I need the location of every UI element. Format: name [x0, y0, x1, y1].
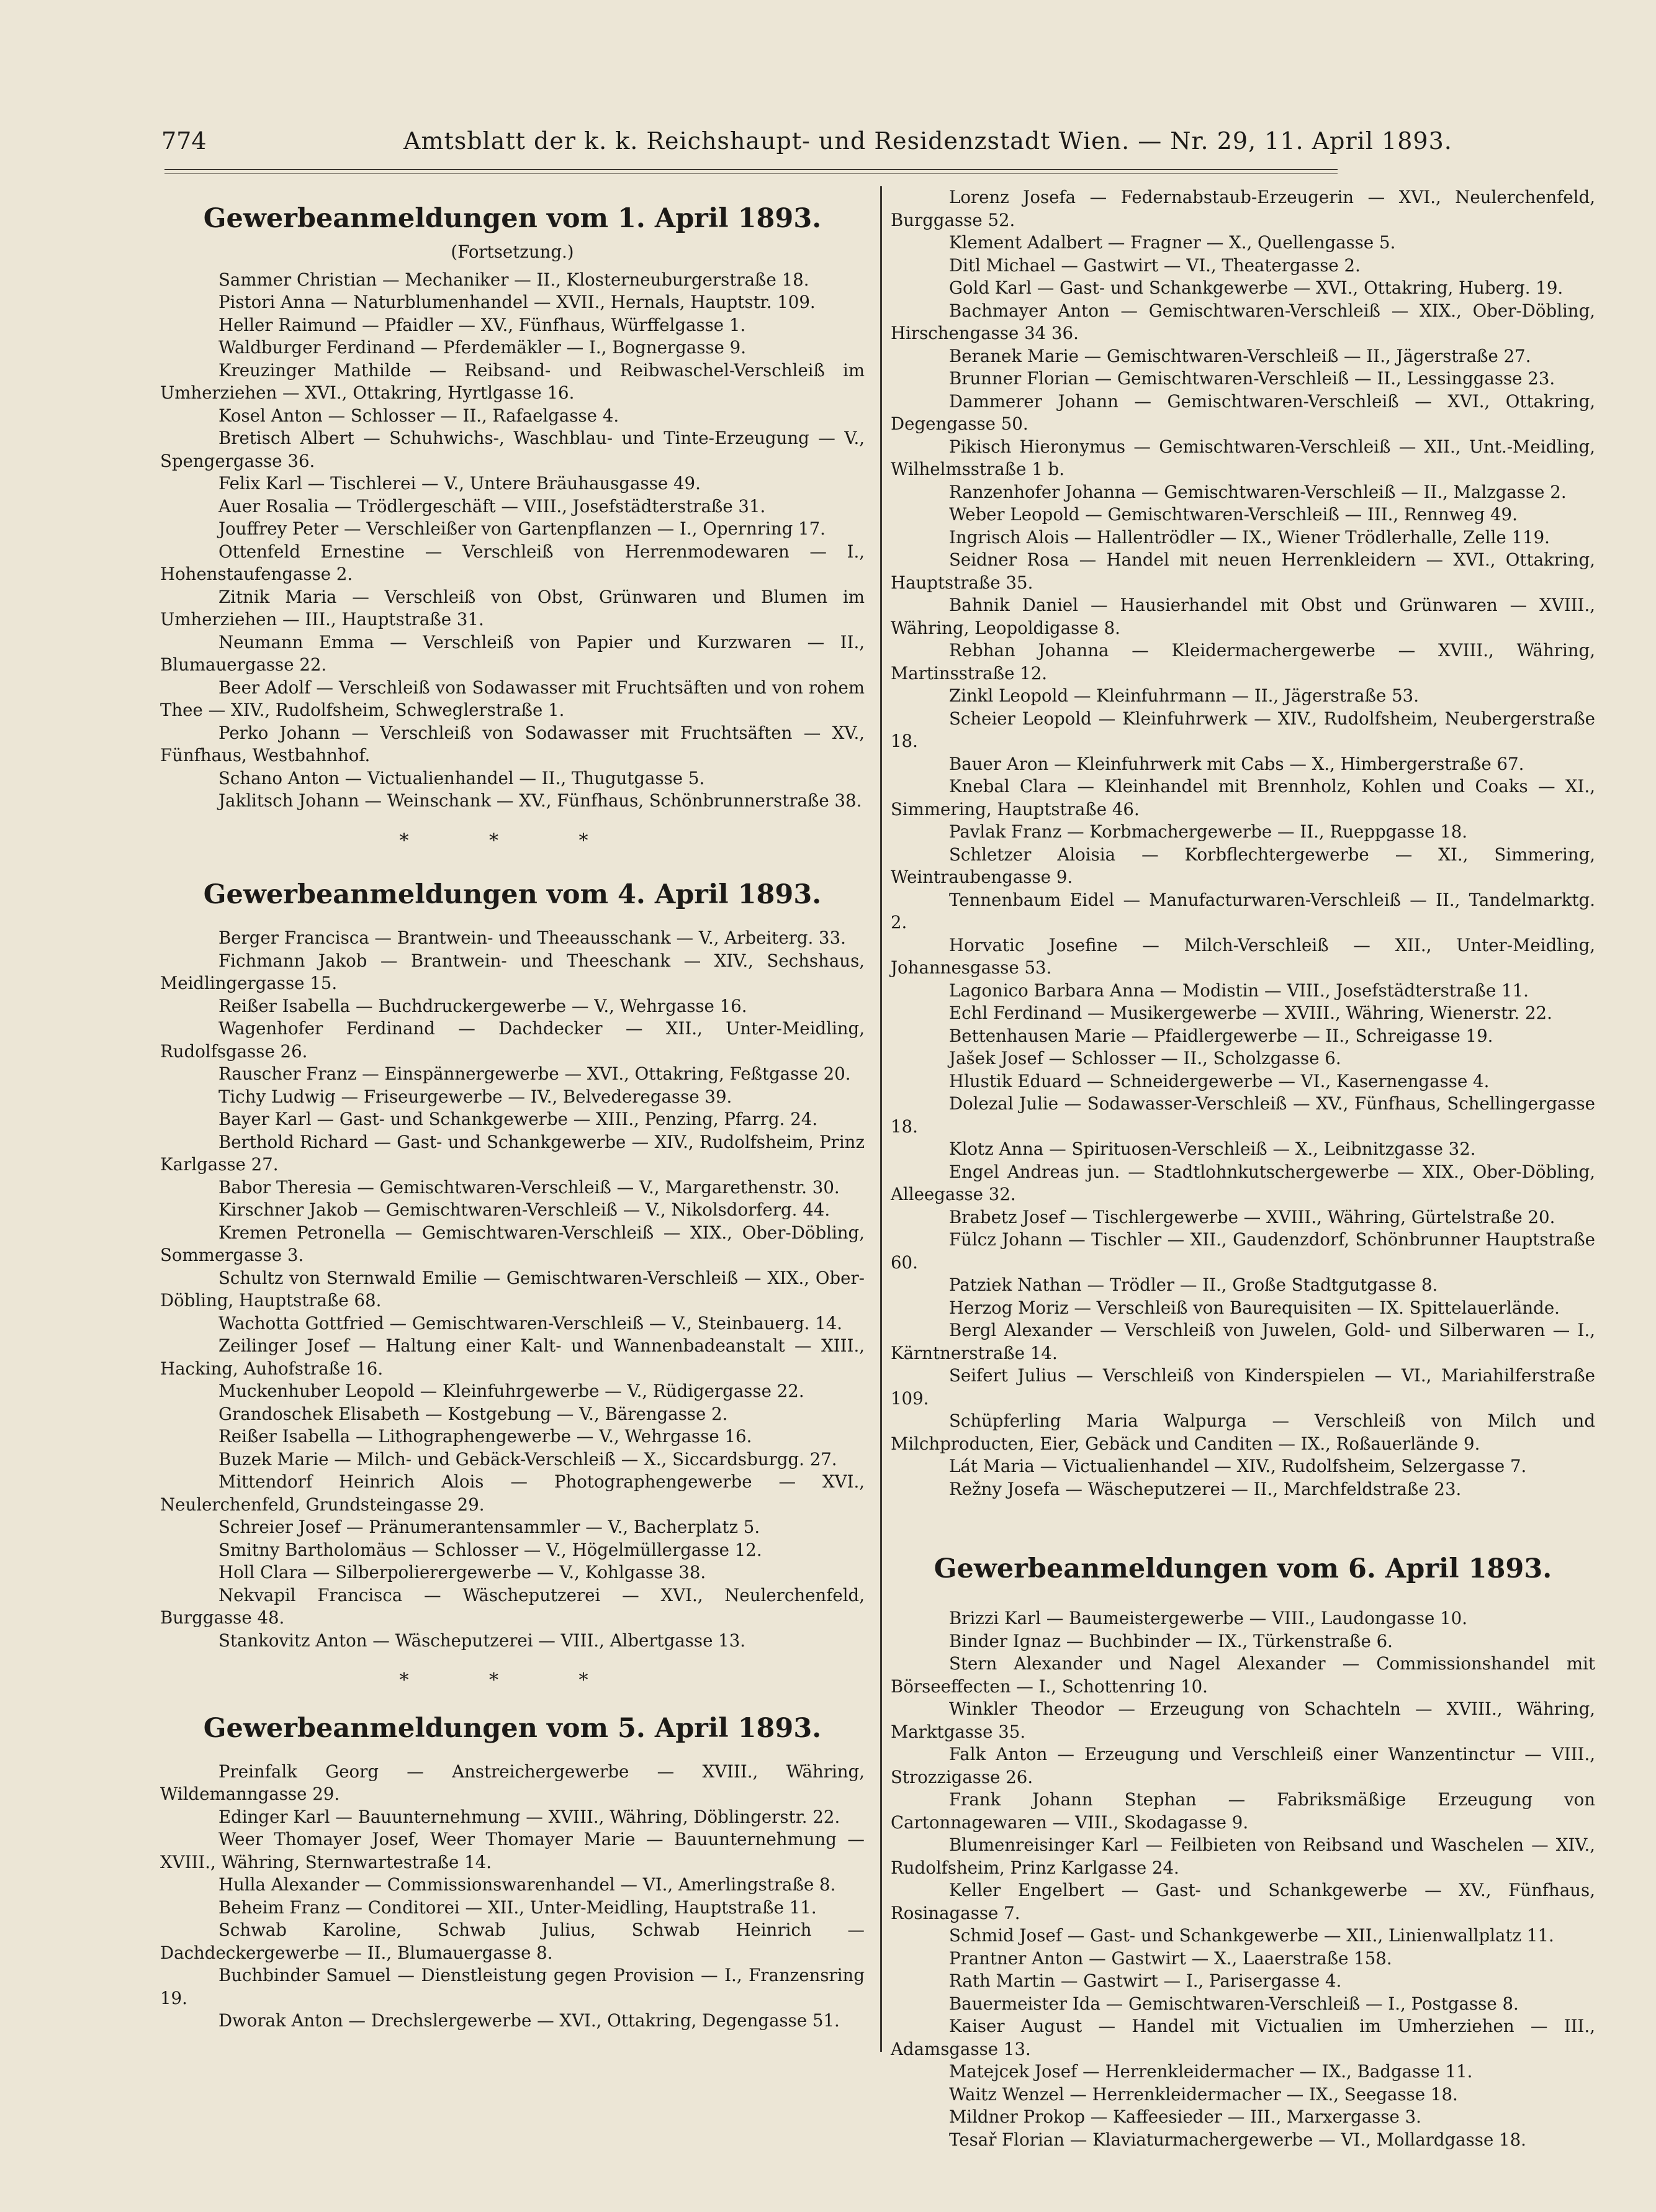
- list-item: Holl Clara — Silberpolierergewerbe — V., Kohlgasse 38.: [218, 1562, 706, 1582]
- list-item: Kreuzinger Mathilde — Reibsand- und Reibwaschel-Verschleiß im Umherziehen — XVI., Ottakring, Hyrtlgasse 16.: [160, 359, 865, 403]
- list-item: Lorenz Josefa — Federnabstaub-Erzeugerin — XVI., Neulerchenfeld, Burggasse 52.: [891, 187, 1595, 230]
- list-item: Waitz Wenzel — Herrenkleidermacher — IX., Seegasse 18.: [949, 2083, 1458, 2105]
- list-item: Wachotta Gottfried — Gemischtwaren-Verschleiß — V., Steinbauerg. 14.: [218, 1312, 843, 1334]
- list-item: Kremen Petronella — Gemischtwaren-Verschleiß — XIX., Ober-Döbling, Sommergasse 3.: [160, 1222, 865, 1265]
- left-column: [160, 186, 865, 2033]
- list-item: Schano Anton — Victualienhandel — II., Thugutgasse 5.: [218, 767, 705, 788]
- list-item: Pavlak Franz — Korbmachergewerbe — II., Rueppgasse 18.: [949, 821, 1468, 842]
- entries-april-5-part-1: [160, 1761, 865, 2033]
- list-item: Schletzer Aloisia — Korbflechtergewerbe — XI., Simmering, Weintraubengasse 9.: [891, 844, 1595, 887]
- list-item: Schmid Josef — Gast- und Schankgewerbe — XII., Linienwallplatz 11.: [949, 1925, 1554, 1946]
- list-item: Ingrisch Alois — Hallentrödler — IX., Wiener Trödlerhalle, Zelle 119.: [949, 526, 1550, 548]
- section-heading-april-1: Gewerbeanmeldungen vom 1. April 1893.: [203, 203, 822, 234]
- list-item: Sammer Christian — Mechaniker — II., Klosterneuburgerstraße 18.: [218, 269, 809, 290]
- list-item: Jaklitsch Johann — Weinschank — XV., Fünfhaus, Schönbrunnerstraße 38.: [218, 790, 862, 811]
- list-item: Jašek Josef — Schlosser — II., Scholzgasse 6.: [949, 1048, 1341, 1068]
- list-item: Scheier Leopold — Kleinfuhrwerk — XIV., Rudolfsheim, Neubergerstraße 18.: [891, 708, 1595, 751]
- list-item: Nekvapil Francisca — Wäscheputzerei — XVI., Neulerchenfeld, Burggasse 48.: [160, 1584, 865, 1628]
- list-item: Preinfalk Georg — Anstreichergewerbe — XVIII., Währing, Wildemanngasse 29.: [160, 1761, 865, 1804]
- list-item: Babor Theresia — Gemischtwaren-Verschleiß — V., Margarethenstr. 30.: [218, 1176, 840, 1198]
- list-item: Rebhan Johanna — Kleidermachergewerbe — XVIII., Währing, Martinsstraße 12.: [891, 640, 1595, 684]
- entries-april-6: [891, 1607, 1595, 2151]
- list-item: Gold Karl — Gast- und Schankgewerbe — XVI., Ottakring, Huberg. 19.: [949, 278, 1564, 298]
- header-rule: [164, 169, 1338, 174]
- list-item: Bachmayer Anton — Gemischtwaren-Verschleiß — XIX., Ober-Döbling, Hirschengasse 34 36.: [891, 300, 1595, 343]
- list-item: Perko Johann — Verschleiß von Sodawasser mit Fruchtsäften — XV., Fünfhaus, Westbahnhof.: [160, 722, 865, 765]
- list-item: Smitny Bartholomäus — Schlosser — V., Högelmüllergasse 12.: [218, 1539, 762, 1560]
- section-subtitle: (Fortsetzung.): [451, 242, 574, 262]
- section-heading-april-6: Gewerbeanmeldungen vom 6. April 1893.: [934, 1553, 1552, 1584]
- list-item: Ranzenhofer Johanna — Gemischtwaren-Verschleiß — II., Malzgasse 2.: [949, 481, 1567, 502]
- list-item: Herzog Moriz — Verschleiß von Baurequisiten — IX. Spittelauerlände.: [949, 1297, 1560, 1318]
- list-item: Dammerer Johann — Gemischtwaren-Verschleiß — XVI., Ottakring, Degengasse 50.: [891, 390, 1595, 434]
- list-item: Bayer Karl — Gast- und Schankgewerbe — XIII., Penzing, Pfarrg. 24.: [218, 1109, 818, 1129]
- list-item: Bahnik Daniel — Hausierhandel mit Obst und Grünwaren — XVIII., Währing, Leopoldigasse 8.: [891, 595, 1595, 638]
- section-heading-april-4: Gewerbeanmeldungen vom 4. April 1893.: [203, 879, 822, 910]
- list-item: Weer Thomayer Josef, Weer Thomayer Marie — Bauunternehmung — XVIII., Währing, Sternwartestraße 14.: [160, 1829, 865, 1872]
- list-item: Fülcz Johann — Tischler — XII., Gaudenzdorf, Schönbrunner Hauptstraße 60.: [891, 1229, 1595, 1273]
- list-item: Bauer Aron — Kleinfuhrwerk mit Cabs — X., Himbergerstraße 67.: [949, 753, 1524, 774]
- list-item: Buzek Marie — Milch- und Gebäck-Verschleiß — X., Siccardsburgg. 27.: [218, 1448, 837, 1469]
- list-item: Tennenbaum Eidel — Manufacturwaren-Verschleiß — II., Tandelmarktg. 2.: [891, 889, 1595, 932]
- list-item: Klement Adalbert — Fragner — X., Quellengasse 5.: [949, 232, 1396, 253]
- list-item: Stankovitz Anton — Wäscheputzerei — VIII., Albertgasse 13.: [218, 1630, 746, 1651]
- entries-april-5-part-2: [891, 186, 1595, 1501]
- list-item: Felix Karl — Tischlerei — V., Untere Bräuhausgasse 49.: [218, 473, 701, 494]
- list-item: Berger Francisca — Brantwein- und Theeausschank — V., Arbeiterg. 33.: [218, 928, 846, 948]
- list-item: Schreier Josef — Pränumerantensammler — V., Bacherplatz 5.: [218, 1517, 760, 1537]
- list-item: Tesař Florian — Klaviaturmachergewerbe — VI., Mollardgasse 18.: [949, 2129, 1526, 2150]
- list-item: Lagonico Barbara Anna — Modistin — VIII., Josefstädterstraße 11.: [949, 980, 1529, 1001]
- entries-april-4: [160, 927, 865, 1652]
- list-item: Zeilinger Josef — Haltung einer Kalt- und Wannenbadeanstalt — XIII., Hacking, Auhofstraße 16.: [160, 1335, 865, 1379]
- list-item: Jouffrey Peter — Verschleißer von Gartenpflanzen — I., Opernring 17.: [218, 518, 826, 539]
- list-item: Falk Anton — Erzeugung und Verschleiß einer Wanzentinctur — VIII., Strozzigasse 26.: [891, 1744, 1595, 1787]
- list-item: Mildner Prokop — Kaffeesieder — III., Marxergasse 3.: [949, 2106, 1421, 2127]
- list-item: Dolezal Julie — Sodawasser-Verschleiß — XV., Fünfhaus, Schellingergasse 18.: [891, 1093, 1595, 1137]
- list-item: Engel Andreas jun. — Stadtlohnkutschergewerbe — XIX., Ober-Döbling, Alleegasse 32.: [891, 1161, 1595, 1204]
- list-item: Weber Leopold — Gemischtwaren-Verschleiß — III., Rennweg 49.: [949, 504, 1518, 525]
- list-item: Horvatic Josefine — Milch-Verschleiß — XII., Unter-Meidling, Johannesgasse 53.: [891, 934, 1595, 978]
- list-item: Keller Engelbert — Gast- und Schankgewerbe — XV., Fünfhaus, Rosinagasse 7.: [891, 1880, 1595, 1923]
- list-item: Bettenhausen Marie — Pfaidlergewerbe — II., Schreigasse 19.: [949, 1025, 1493, 1046]
- list-item: Brunner Florian — Gemischtwaren-Verschleiß — II., Lessinggasse 23.: [949, 368, 1555, 389]
- page-number: 774: [161, 127, 207, 155]
- list-item: Schwab Karoline, Schwab Julius, Schwab Heinrich — Dachdeckergewerbe — II., Blumauergasse 8.: [160, 1920, 865, 1963]
- list-item: Bretisch Albert — Schuhwichs-, Waschblau- und Tinte-Erzeugung — V., Spengergasse 36.: [160, 428, 865, 471]
- list-item: Reißer Isabella — Lithographengewerbe — V., Wehrgasse 16.: [218, 1426, 752, 1447]
- list-item: Seidner Rosa — Handel mit neuen Herrenkleidern — XVI., Ottakring, Hauptstraße 35.: [891, 549, 1595, 593]
- list-item: Blumenreisinger Karl — Feilbieten von Reibsand und Waschelen — XIV., Rudolfsheim, Prinz Karlgasse 24.: [891, 1835, 1595, 1878]
- list-item: Brabetz Josef — Tischlergewerbe — XVIII., Währing, Gürtelstraße 20.: [949, 1206, 1555, 1227]
- list-item: Stern Alexander und Nagel Alexander — Commissionshandel mit Börseeffecten — I., Schottenring 10.: [891, 1653, 1595, 1697]
- list-item: Pikisch Hieronymus — Gemischtwaren-Verschleiß — XII., Unt.-Meidling, Wilhelmsstraße 1 b.: [891, 436, 1595, 479]
- list-item: Knebal Clara — Kleinhandel mit Brennholz, Kohlen und Coaks — XI., Simmering, Hauptstraße 46.: [891, 776, 1595, 819]
- list-item: Rath Martin — Gastwirt — I., Parisergasse 4.: [949, 1970, 1342, 1991]
- list-item: Zitnik Maria — Verschleiß von Obst, Grünwaren und Blumen im Umherziehen — III., Hauptstraße 31.: [160, 586, 865, 630]
- list-item: Grandoschek Elisabeth — Kostgebung — V., Bärengasse 2.: [218, 1403, 728, 1424]
- list-item: Mittendorf Heinrich Alois — Photographengewerbe — XVI., Neulerchenfeld, Grundsteingasse 29.: [160, 1471, 865, 1515]
- list-item: Heller Raimund — Pfaidler — XV., Fünfhaus, Würffelgasse 1.: [218, 314, 746, 335]
- list-item: Dworak Anton — Drechslergewerbe — XVI., Ottakring, Degengasse 51.: [218, 2010, 840, 2031]
- column-divider: [880, 186, 882, 2052]
- section-separator: * * *: [399, 829, 626, 852]
- entries-april-1: [160, 269, 865, 813]
- list-item: Kirschner Jakob — Gemischtwaren-Verschleiß — V., Nikolsdorferg. 44.: [218, 1199, 830, 1220]
- list-item: Kosel Anton — Schlosser — II., Rafaelgasse 4.: [218, 405, 619, 426]
- list-item: Rauscher Franz — Einspännergewerbe — XVI., Ottakring, Feßtgasse 20.: [218, 1063, 851, 1084]
- list-item: Berthold Richard — Gast- und Schankgewerbe — XIV., Rudolfsheim, Prinz Karlgasse 27.: [160, 1131, 865, 1175]
- list-item: Muckenhuber Leopold — Kleinfuhrgewerbe — V., Rüdigergasse 22.: [218, 1381, 804, 1401]
- list-item: Klotz Anna — Spirituosen-Verschleiß — X., Leibnitzgasse 32.: [949, 1139, 1476, 1159]
- list-item: Waldburger Ferdinand — Pferdemäkler — I., Bognergasse 9.: [218, 337, 746, 358]
- list-item: Wagenhofer Ferdinand — Dachdecker — XII., Unter-Meidling, Rudolfsgasse 26.: [160, 1018, 865, 1062]
- running-title: Amtsblatt der k. k. Reichshaupt- und Residenzstadt Wien. — Nr. 29, 11. April 1893.: [403, 127, 1452, 155]
- list-item: Brizzi Karl — Baumeistergewerbe — VIII., Laudongasse 10.: [949, 1608, 1467, 1628]
- list-item: Ottenfeld Ernestine — Verschleiß von Herrenmodewaren — I., Hohenstaufengasse 2.: [160, 541, 865, 584]
- list-item: Reißer Isabella — Buchdruckergewerbe — V., Wehrgasse 16.: [218, 995, 747, 1016]
- right-column: [891, 186, 1595, 2151]
- list-item: Tichy Ludwig — Friseurgewerbe — IV., Belvederegasse 39.: [218, 1086, 732, 1107]
- list-item: Matejcek Josef — Herrenkleidermacher — IX., Badgasse 11.: [949, 2061, 1473, 2082]
- list-item: Fichmann Jakob — Brantwein- und Theeschank — XIV., Sechshaus, Meidlingergasse 15.: [160, 950, 865, 993]
- list-item: Winkler Theodor — Erzeugung von Schachteln — XVIII., Währing, Marktgasse 35.: [891, 1699, 1595, 1742]
- list-item: Hlustik Eduard — Schneidergewerbe — VI., Kasernengasse 4.: [949, 1070, 1490, 1091]
- list-item: Binder Ignaz — Buchbinder — IX., Türkenstraße 6.: [949, 1630, 1393, 1651]
- list-item: Schüpferling Maria Walpurga — Verschleiß von Milch und Milchproducten, Eier, Gebäck und Canditen — IX., Roßauerlände 9.: [891, 1411, 1595, 1454]
- list-item: Zinkl Leopold — Kleinfuhrmann — II., Jägerstraße 53.: [949, 685, 1419, 706]
- list-item: Kaiser August — Handel mit Victualien im Umherziehen — III., Adamsgasse 13.: [891, 2016, 1595, 2059]
- list-item: Ditl Michael — Gastwirt — VI., Theatergasse 2.: [949, 255, 1361, 276]
- list-item: Edinger Karl — Bauunternehmung — XVIII., Währing, Döblingerstr. 22.: [218, 1806, 840, 1827]
- section-separator: * * *: [399, 1669, 626, 1691]
- list-item: Auer Rosalia — Trödlergeschäft — VIII., Josefstädterstraße 31.: [218, 495, 766, 517]
- list-item: Bergl Alexander — Verschleiß von Juwelen, Gold- und Silberwaren — I., Kärntnerstraße 14.: [891, 1320, 1595, 1363]
- list-item: Echl Ferdinand — Musikergewerbe — XVIII., Währing, Wienerstr. 22.: [949, 1003, 1552, 1023]
- list-item: Beer Adolf — Verschleiß von Sodawasser mit Fruchtsäften und von rohem Thee — XIV., Rudolfsheim, Schweglerstraße 1.: [160, 677, 865, 720]
- list-item: Bauermeister Ida — Gemischtwaren-Verschleiß — I., Postgasse 8.: [949, 1993, 1519, 2014]
- list-item: Schultz von Sternwald Emilie — Gemischtwaren-Verschleiß — XIX., Ober-Döbling, Hauptstraße 68.: [160, 1267, 865, 1311]
- list-item: Pistori Anna — Naturblumenhandel — XVII., Hernals, Hauptstr. 109.: [218, 292, 816, 312]
- list-item: Frank Johann Stephan — Fabriksmäßige Erzeugung von Cartonnagewaren — VIII., Skodagasse 9.: [891, 1789, 1595, 1833]
- list-item: Patziek Nathan — Trödler — II., Große Stadtgutgasse 8.: [949, 1275, 1438, 1295]
- list-item: Režny Josefa — Wäscheputzerei — II., Marchfeldstraße 23.: [949, 1478, 1462, 1499]
- list-item: Lát Maria — Victualienhandel — XIV., Rudolfsheim, Selzergasse 7.: [949, 1456, 1527, 1476]
- list-item: Seifert Julius — Verschleiß von Kinderspielen — VI., Mariahilferstraße 109.: [891, 1365, 1595, 1409]
- page-header: [143, 121, 1452, 165]
- list-item: Buchbinder Samuel — Dienstleistung gegen Provision — I., Franzensring 19.: [160, 1965, 865, 2008]
- section-heading-april-5: Gewerbeanmeldungen vom 5. April 1893.: [203, 1712, 822, 1744]
- list-item: Hulla Alexander — Commissionswarenhandel — VI., Amerlingstraße 8.: [218, 1874, 836, 1895]
- list-item: Beheim Franz — Conditorei — XII., Unter-Meidling, Hauptstraße 11.: [218, 1897, 817, 1918]
- list-item: Beranek Marie — Gemischtwaren-Verschleiß — II., Jägerstraße 27.: [949, 345, 1531, 366]
- list-item: Neumann Emma — Verschleiß von Papier und Kurzwaren — II., Blumauergasse 22.: [160, 631, 865, 675]
- list-item: Prantner Anton — Gastwirt — X., Laaerstraße 158.: [949, 1948, 1392, 1969]
